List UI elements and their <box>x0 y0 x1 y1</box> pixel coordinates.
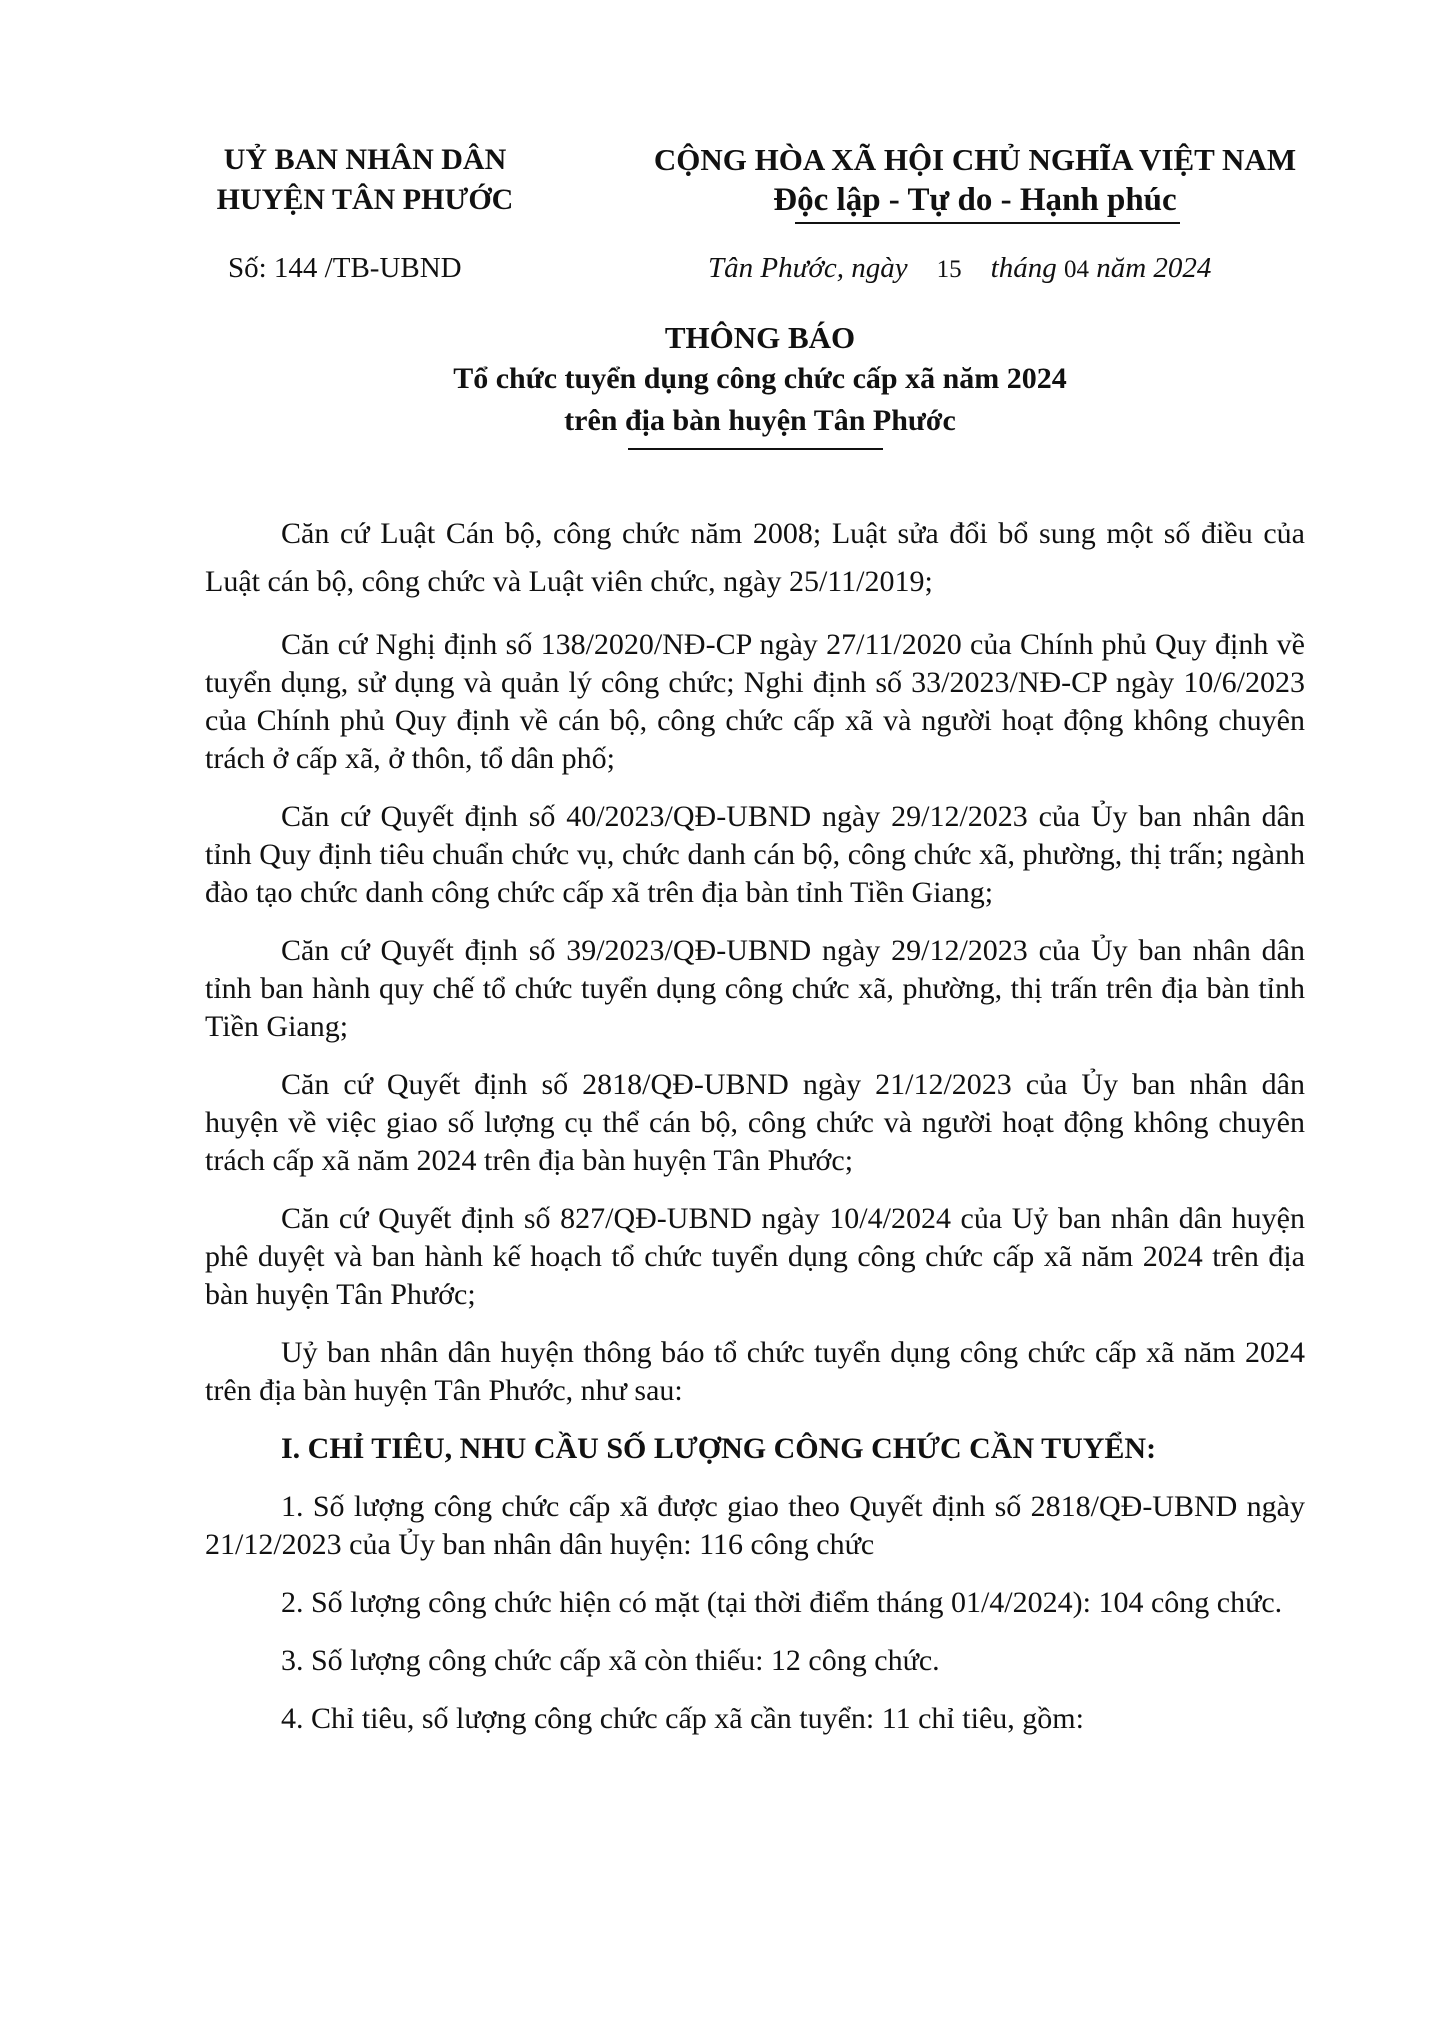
section-heading: I. CHỈ TIÊU, NHU CẦU SỐ LƯỢNG CÔNG CHỨC CẦN TUYỂN: <box>281 1432 1157 1465</box>
legal-basis-paragraph: Căn cứ Quyết định số 827/QĐ-UBND ngày 10/4/2024 của Uỷ ban nhân dân huyện phê duyệt và ban hành kế hoạch tổ chức tuyển dụng công chức cấp xã năm 2024 trên địa bàn huyện Tân Phước; <box>205 1202 1305 1311</box>
date-month: 04 <box>1063 256 1089 283</box>
national-heading <box>630 140 1320 220</box>
date-year: năm 2024 <box>1096 252 1212 284</box>
subject-underline <box>628 448 883 450</box>
list-item: 2. Số lượng công chức hiện có mặt (tại thời điểm tháng 01/4/2024): 104 công chức. <box>281 1586 1283 1619</box>
legal-basis-paragraph: Căn cứ Quyết định số 39/2023/QĐ-UBND ngày 29/12/2023 của Ủy ban nhân dân tỉnh ban hành quy chế tổ chức tuyển dụng công chức xã, phường, thị trấn trên địa bàn tỉnh Tiền Giang; <box>205 934 1305 1043</box>
legal-basis-paragraph: Căn cứ Nghị định số 138/2020/NĐ-CP ngày 27/11/2020 của Chính phủ Quy định về tuyển dụng, sử dụng và quản lý công chức; Nghi định số 33/2023/NĐ-CP ngày 10/6/2023 của Chính phủ Quy định về cán bộ, công chức cấp xã và người hoạt động không chuyên trách ở cấp xã, ở thôn, tổ dân phố; <box>205 628 1305 775</box>
agency-line-1: UỶ BAN NHÂN DÂN <box>223 143 507 176</box>
date-day: 15 <box>936 256 962 283</box>
issue-date <box>708 250 1211 288</box>
date-month-label: tháng <box>990 252 1057 284</box>
issuing-agency <box>180 140 550 220</box>
list-item: 4. Chỉ tiêu, số lượng công chức cấp xã cần tuyển: 11 chỉ tiêu, gồm: <box>281 1702 1084 1735</box>
subject-line-2: trên địa bàn huyện Tân Phước <box>564 404 956 437</box>
document-subject <box>0 358 1440 442</box>
agency-line-2: HUYỆN TÂN PHƯỚC <box>216 183 514 216</box>
legal-basis-paragraph: Căn cứ Quyết định số 40/2023/QĐ-UBND ngày 29/12/2023 của Ủy ban nhân dân tỉnh Quy định tiêu chuẩn chức vụ, chức danh cán bộ, công chức xã, phường, thị trấn; ngành đào tạo chức danh công chức cấp xã trên địa bàn tỉnh Tiền Giang; <box>205 800 1305 909</box>
subject-line-1: Tổ chức tuyển dụng công chức cấp xã năm 2024 <box>453 362 1067 395</box>
document-number: Số: 144 /TB-UBND <box>228 252 462 284</box>
date-place: Tân Phước, ngày <box>708 252 908 284</box>
announcement-paragraph: Uỷ ban nhân dân huyện thông báo tổ chức tuyển dụng công chức cấp xã năm 2024 trên địa bàn huyện Tân Phước, như sau: <box>205 1336 1305 1407</box>
motto-underline <box>795 222 1180 224</box>
legal-basis-paragraph: Căn cứ Luật Cán bộ, công chức năm 2008; Luật sửa đổi bổ sung một số điều của Luật cán bộ, công chức và Luật viên chức, ngày 25/11/2019; <box>205 517 1305 598</box>
list-item: 1. Số lượng công chức cấp xã được giao theo Quyết định số 2818/QĐ-UBND ngày 21/12/2023 của Ủy ban nhân dân huyện: 116 công chức <box>205 1490 1305 1561</box>
document-body <box>205 510 1305 1758</box>
national-motto: Độc lập - Tự do - Hạnh phúc <box>773 182 1177 218</box>
nation-name: CỘNG HÒA XÃ HỘI CHỦ NGHĨA VIỆT NAM <box>653 142 1297 177</box>
document-type: THÔNG BÁO <box>664 320 856 355</box>
legal-basis-paragraph: Căn cứ Quyết định số 2818/QĐ-UBND ngày 21/12/2023 của Ủy ban nhân dân huyện về việc giao số lượng cụ thể cán bộ, công chức và người hoạt động không chuyên trách cấp xã năm 2024 trên địa bàn huyện Tân Phước; <box>205 1068 1305 1177</box>
list-item: 3. Số lượng công chức cấp xã còn thiếu: 12 công chức. <box>281 1644 940 1677</box>
